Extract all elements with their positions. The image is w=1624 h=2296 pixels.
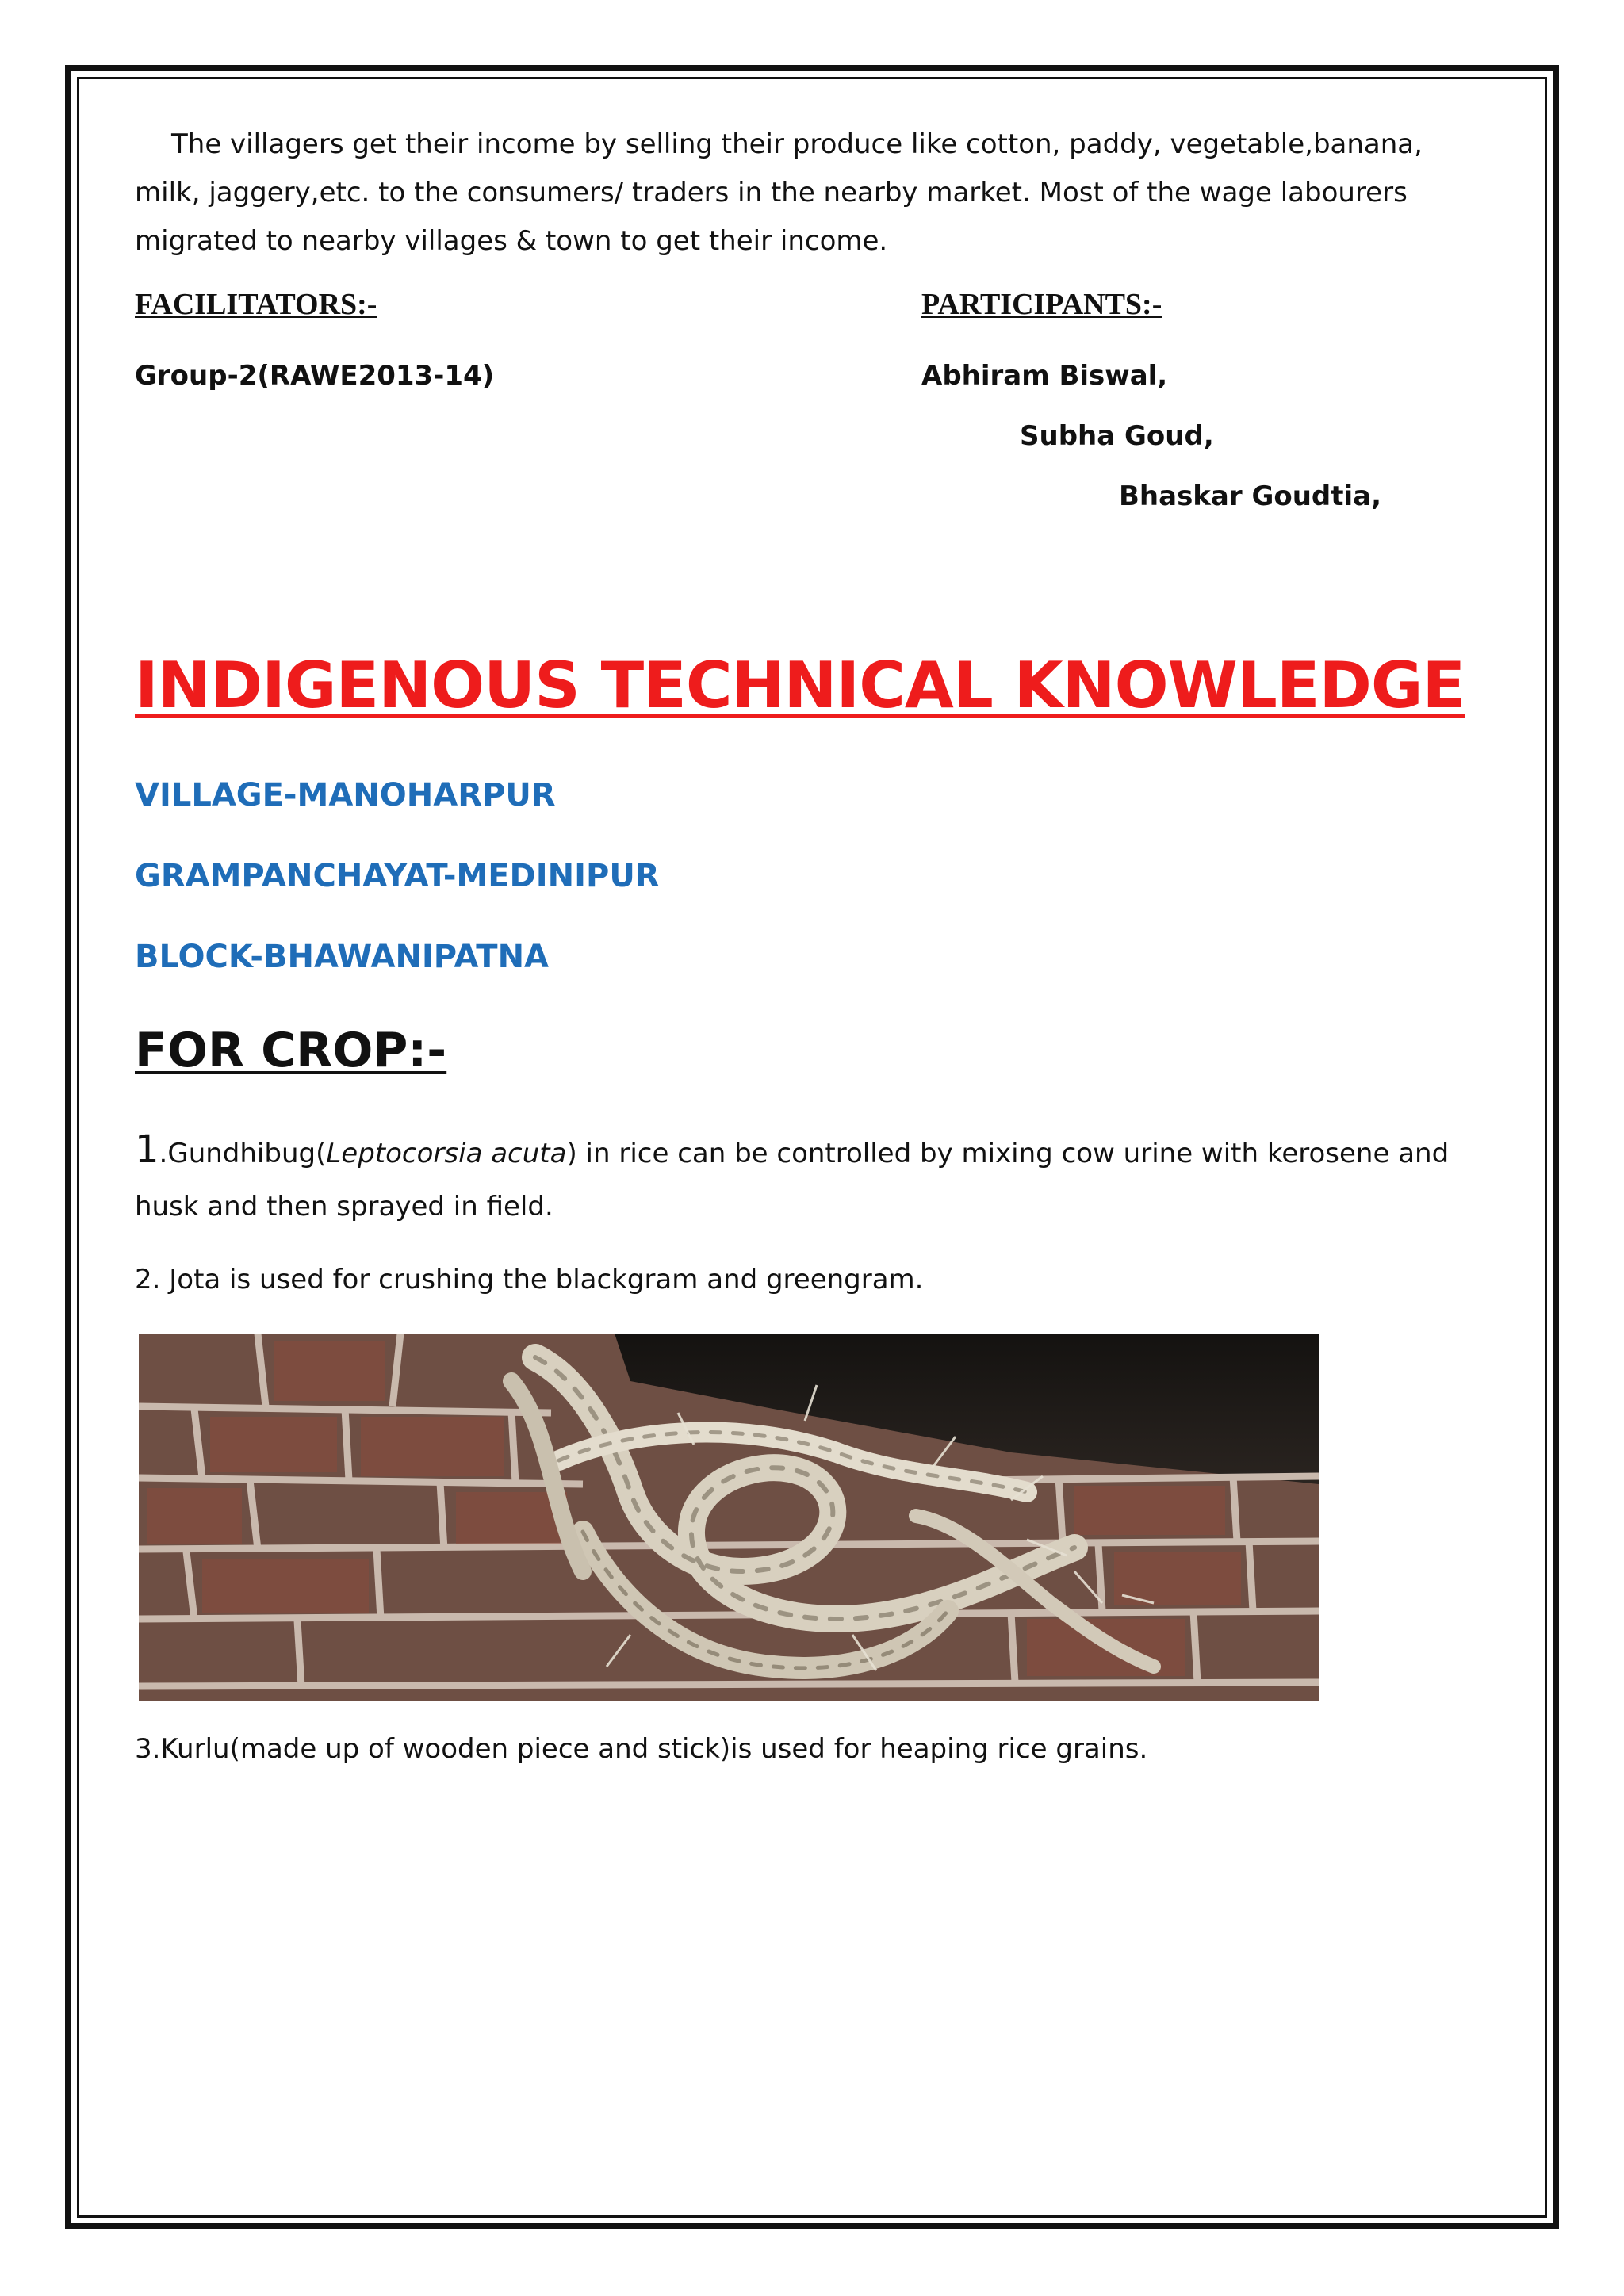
crop-heading: FOR CROP:- <box>135 1023 447 1078</box>
item-text: ) in rice can be controlled by mixing cow urine with kerosene and <box>566 1138 1450 1169</box>
item-number: 1 <box>135 1127 159 1172</box>
intro-paragraph <box>135 121 1483 266</box>
list-item-3: 3.Kurlu(made up of wooden piece and stick)is used for heaping rice grains. <box>135 1733 1148 1765</box>
participant-name: Abhiram Biswal, <box>921 360 1168 392</box>
participant-name: Bhaskar Goudtia, <box>1119 480 1382 512</box>
block-label: BLOCK-BHAWANIPATNA <box>135 939 550 975</box>
list-item-1 <box>135 1127 1449 1172</box>
item-text: .Gundhibug( <box>159 1138 327 1169</box>
intro-text: The villagers get their income by selling their produce like cotton, paddy, vegetable,banana, milk, jaggery,etc. to the consumers/ traders in the nearby market. Most of the wage labourers migrated to nearby villages & town to get their income. <box>135 128 1423 257</box>
facilitators-heading: FACILITATORS:- <box>135 288 377 321</box>
participants-heading: PARTICIPANTS:- <box>921 288 1162 321</box>
rope-on-brick-wall-photo <box>139 1334 1319 1701</box>
participant-name: Subha Goud, <box>1020 420 1214 452</box>
page-title: INDIGENOUS TECHNICAL KNOWLEDGE <box>135 649 1465 722</box>
facilitator-group: Group-2(RAWE2013-14) <box>135 360 495 392</box>
list-item-2: 2. Jota is used for crushing the blackgram and greengram. <box>135 1264 924 1295</box>
scientific-name: Leptocorsia acuta <box>326 1138 567 1169</box>
grampanchayat-label: GRAMPANCHAYAT-MEDINIPUR <box>135 858 660 894</box>
list-item-1-continued: husk and then sprayed in field. <box>135 1191 553 1223</box>
village-label: VILLAGE-MANOHARPUR <box>135 777 556 813</box>
